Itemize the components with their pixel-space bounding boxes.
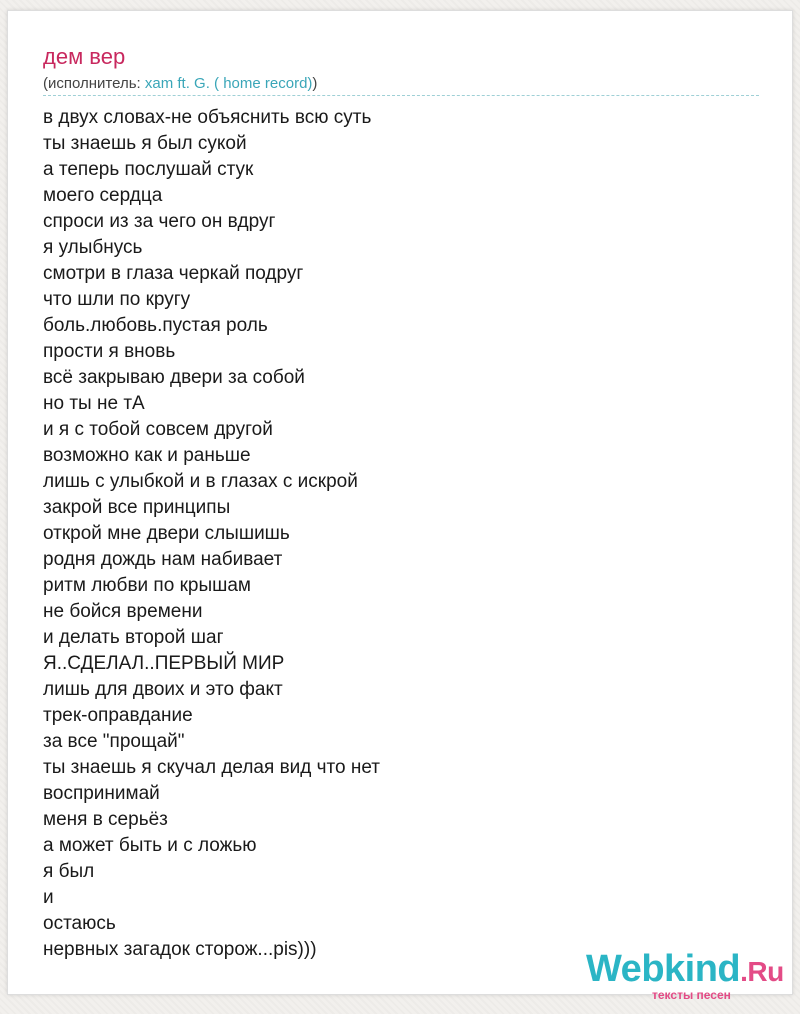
artist-line	[43, 74, 317, 94]
lyric-line: в двух словах-не объяснить всю суть	[43, 107, 372, 128]
lyric-line: открой мне двери слышишь	[43, 523, 290, 544]
lyric-line: и делать второй шаг	[43, 627, 224, 648]
song-title: дем вер	[43, 44, 126, 69]
lyric-line: лишь для двоих и это факт	[43, 679, 283, 700]
lyric-line: боль.любовь.пустая роль	[43, 315, 268, 336]
lyric-line: моего сердца	[43, 185, 163, 206]
lyric-line: ты знаешь я был сукой	[43, 133, 247, 154]
lyric-line: а может быть и с ложью	[43, 835, 257, 856]
lyric-line: и я с тобой совсем другой	[43, 419, 273, 440]
lyric-line: но ты не тА	[43, 393, 145, 414]
lyric-line: всё закрываю двери за собой	[43, 367, 305, 388]
logo-tagline: тексты песен	[652, 988, 731, 1002]
lyric-line: я был	[43, 861, 95, 882]
lyric-line: трек-оправдание	[43, 705, 193, 726]
lyric-line: что шли по кругу	[43, 289, 191, 310]
logo-wordmark	[586, 947, 784, 994]
artist-suffix: )	[312, 75, 318, 92]
lyric-line: ты знаешь я скучал делая вид что нет	[43, 757, 380, 778]
lyric-line: я улыбнусь	[43, 237, 143, 258]
site-logo[interactable]	[586, 947, 786, 1007]
lyric-line: нервных загадок сторож...pis)))	[43, 939, 317, 960]
lyric-line: не бойся времени	[43, 601, 203, 622]
lyric-line: остаюсь	[43, 913, 116, 934]
lyric-line: возможно как и раньше	[43, 445, 251, 466]
lyrics-card	[7, 10, 793, 1002]
lyrics-list	[43, 105, 380, 963]
title-divider	[43, 95, 759, 96]
lyric-line: смотри в глаза черкай подруг	[43, 263, 304, 284]
lyric-line: прости я вновь	[43, 341, 176, 362]
lyric-line: за все "прощай"	[43, 731, 185, 752]
lyric-line: ритм любви по крышам	[43, 575, 251, 596]
logo-tld: .Ru	[740, 956, 784, 987]
logo-name: Webkind	[586, 948, 741, 990]
lyric-line: меня в серьёз	[43, 809, 168, 830]
lyric-line: воспринимай	[43, 783, 160, 804]
lyric-line: лишь с улыбкой и в глазах с искрой	[43, 471, 358, 492]
artist-link[interactable]: xam ft. G. ( home record)	[144, 75, 313, 92]
lyric-line: спроси из за чего он вдруг	[43, 211, 276, 232]
lyric-line: а теперь послушай стук	[43, 159, 254, 180]
artist-prefix: (исполнитель:	[43, 75, 145, 92]
lyric-line: закрой все принципы	[43, 497, 231, 518]
lyric-line: родня дождь нам набивает	[43, 549, 283, 570]
lyric-line: Я..СДЕЛАЛ..ПЕРВЫЙ МИР	[43, 653, 285, 674]
lyric-line: и	[43, 887, 54, 908]
